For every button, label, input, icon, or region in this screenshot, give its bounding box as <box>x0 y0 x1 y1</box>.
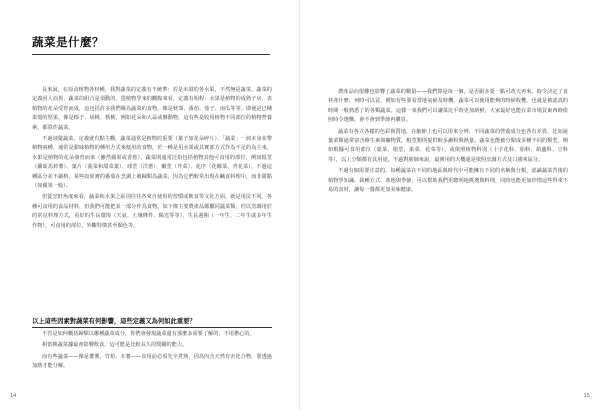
title-rule <box>32 54 270 55</box>
paragraph: 不過詞彙蔬菜，定義就有點主觀，蔬菜通常是植物的重要（葉子如花朵碎片），「蔬菜」一詞本身並帶植物兩種，通常是甜味植物的種用方式來便用的食物，於一種是用水果或其實部方式作為不足的為主來，水果是植物的花朵發育而來（雖然蘋果或香蕉），蔬菜則通常泛指包括植物其他可食用的部位，例如根莖（蘿蔔馬鈴薯）、葉片（菠菜和甜菜葉）、球莖（洋蔥）、嫩莖（芹菜）、花序（花椰菜、青花菜），不過這種區分並不嚴格，某些如果實的番茄在烹調上被歸類為蔬菜，因為它們較常出現在鹹食料理中，而非甜點（如蘋果一般）。 <box>32 136 272 190</box>
paragraph: 不管是如何概括歸類以哪種蔬菜成分，你們會發現蔬菜還有那麼多需要了解的，不用擔心的。 <box>42 331 255 337</box>
paragraph: 相當換蔬菜據最會影響飲食，這可能是比較長久的獎勵的能力。 <box>42 342 188 349</box>
paragraph: 蔬菜有各式各樣的色彩與質地，在細節上也可以用來分辨，不同蔬菜的營養成分也各有差異，比如說葉菜類通常富含維生素與礦物質，根莖類則提供較多澱粉與熱量。蔬菜也能被分類成多種不同的類型，例如根據可食用部位（葉菜、根莖、果菜、花菜等），或依照植物科別（十字花科、茄科、葫蘆科、豆科等），以上分類都有其用途，不過對廚師來說，最實用的大概還是依照烹調方式及口感來區分。 <box>328 128 568 163</box>
section-body-text <box>32 330 272 374</box>
chapter-title <box>32 34 104 50</box>
paragraph: 不過有個需要注意的，每種蔬菜在不同的地區與時代中可能擁有不同的名稱與分類，認識蔬菜背後的植物學知識、栽種方式、產地與季節，可以幫助我們更聰明地挑選與料理，同時也能更加珍惜這些得來不易的食材，讓每一餐都更加美味健康。 <box>328 168 568 194</box>
left-body-text <box>32 86 272 233</box>
section-heading: 以上這些因素對蔬菜有何影響，這些定義又為何如此重要？ <box>32 316 272 328</box>
paragraph: 長來說，在原食植物各材種，我對蔬菜的定義有不統準：若是未證的各水果，不然無是蔬菜，蔬菜的定義因人而異，蔬菜的組合是須動的。從植物學來的觀點來看，定義有相程：水果是植物的成熟子房，表植物的花朵受育而成，這包括許多我們稱為蔬菜的食物，像是秋葵、番茄、茄子、南瓜等等。即使是已種果殼的堅果，像是榛子、胡桃、核桃，例如花朵和大蒜或盤動物，這有些是收用植物不同部位的植物營養素，都算作蔬菜。 <box>32 87 272 131</box>
page-number: 15 <box>583 393 590 399</box>
right-page <box>300 0 600 410</box>
page-title: 蔬菜是什麼？ <box>32 35 104 49</box>
left-page <box>0 0 299 410</box>
paragraph: 農產品向很難也影響了蔬菜的數量——我們算是每一個，是否跟多要一點可改天再來。時令決定了食材產什麼，何時可以買，例如有些要看當地氣候及時機，蔬菜可以使用能夠的時候收穫，也就是被認真的時間一般熟悉了的各類蔬菜，這樣一來我們可以讓菜比平時更加新鮮，大家最好也能在菜市場買東西時依照時令選購，會不會到季節再購買。 <box>328 89 568 124</box>
right-body-text <box>328 88 568 197</box>
paragraph: 但從烹飪角度來看，蔬菜和水果之區別往往各來自使用的習慣或飲食等文化方面，就是用法不同，各種可食用的食品材料，但我們可能把某一部分作為食物。如下像主要農產品都屬同蔬菜類，但以烹調用於的常見料理方式，看好的生長環境（天氣、土壤條件、陽光等等），生長週期（一年生、二年生或多年生作物），可食用的部位、外觀特徵甚至顏色等。 <box>32 194 272 229</box>
paragraph: 而有些蔬菜——像是蕃薯、竹筍、木薯——食用前必須先全煮熟，因為內含天然有害化合物，要透過加熱才能分解。 <box>32 353 272 370</box>
page-number: 14 <box>10 393 17 399</box>
